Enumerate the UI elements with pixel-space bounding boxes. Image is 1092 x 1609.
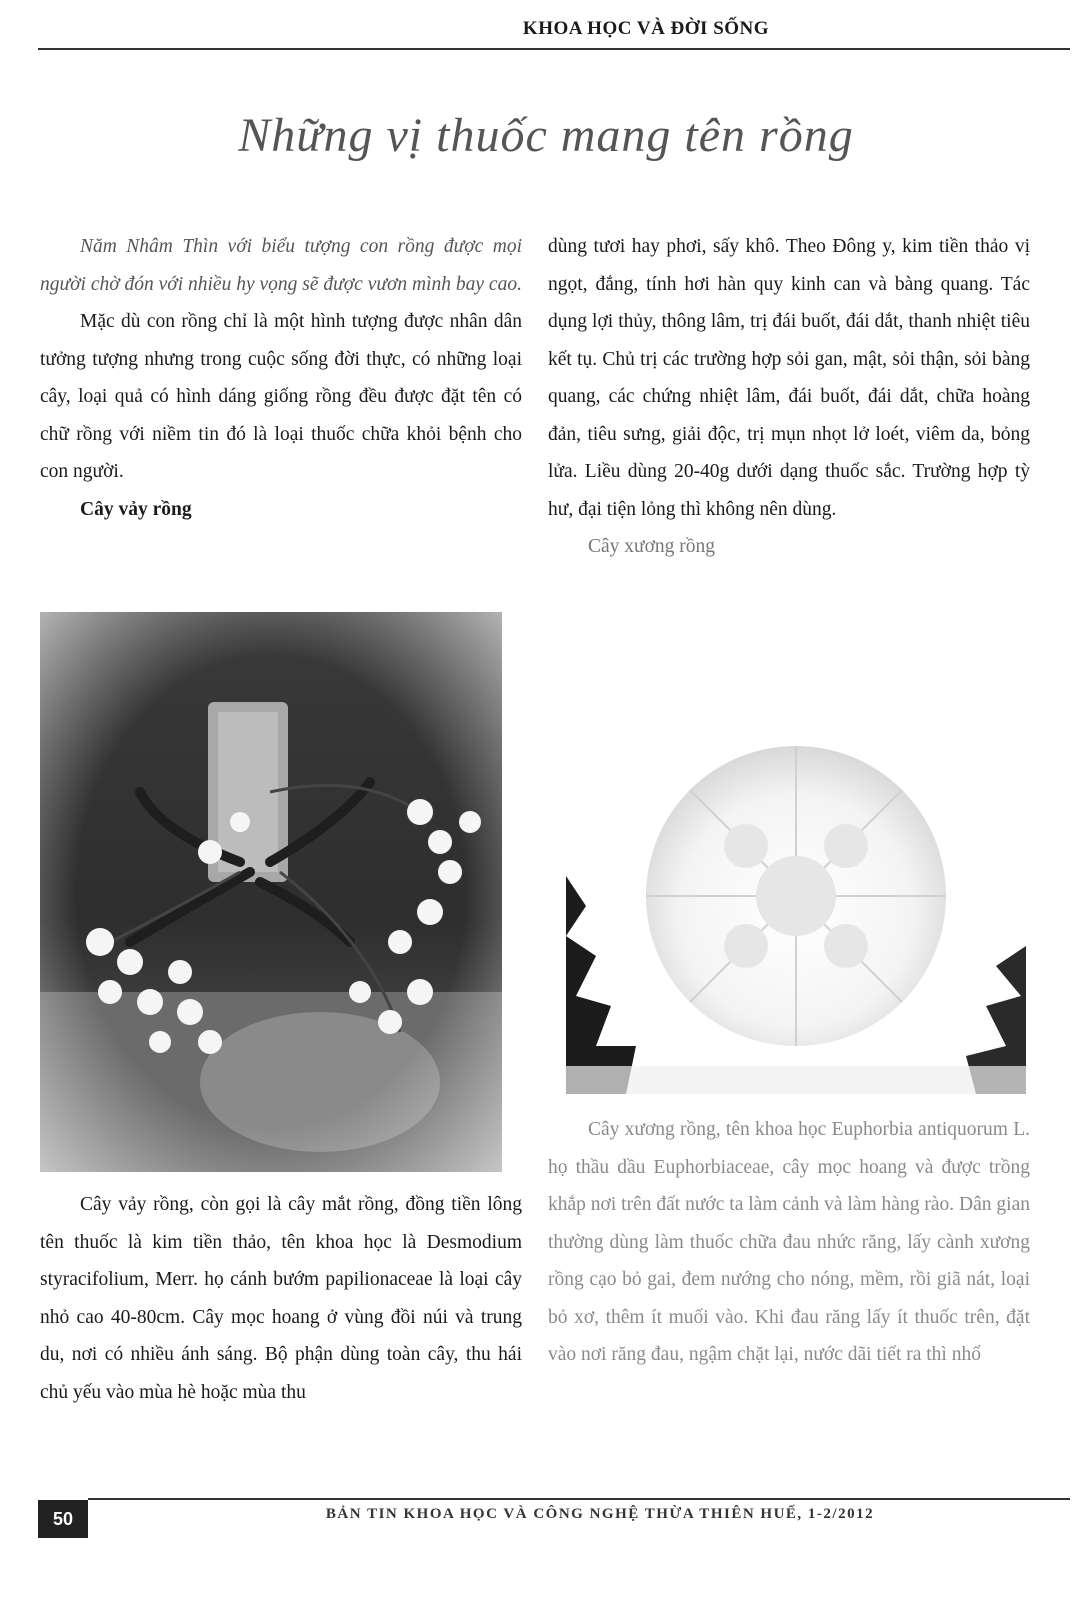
section-heading-xuong-rong: Cây xương rồng — [588, 536, 716, 557]
section-heading-vay-rong: Cây vảy rồng — [80, 498, 192, 520]
article-title: Những vị thuốc mang tên rồng — [238, 109, 854, 162]
left-column-top — [40, 228, 522, 528]
header-divider — [38, 48, 1070, 50]
section1-body: Cây vảy rồng, còn gọi là cây mắt rồng, đồng tiền lông tên thuốc là kim tiền thảo, tên khoa học là Desmodium styracifolium, Merr. họ cánh bướm papilionaceae là loại cây nhỏ cao 40-80cm. Cây mọc hoang ở vùng đồi núi và trung du, nơi có nhiều ánh sáng. Bộ phận dùng toàn cây, thu hái chủ yếu vào mùa hè hoặc mùa thu — [40, 1194, 522, 1403]
right-column-paragraph: dùng tươi hay phơi, sấy khô. Theo Đông y, kim tiền thảo vị ngọt, đắng, tính hơi hàn quy kinh can và bàng quang. Tác dụng lợi thủy, thông lâm, trị đái buốt, đái dắt, thanh nhiệt tiêu kết tụ. Chủ trị các trường hợp sỏi gan, mật, sỏi thận, sỏi bàng quang, các chứng nhiệt lâm, đái buốt, đái dắt, chữa hoàng đản, tiêu sưng, giải độc, trị mụn nhọt lở loét, viêm da, bỏng lửa. Liều dùng 20-40g dưới dạng thuốc sắc. Trường hợp tỳ hư, đại tiện lỏng thì không nên dùng. — [548, 236, 1030, 520]
page-number: 50 — [38, 1500, 88, 1538]
photo-cay-xuong-rong — [566, 706, 1026, 1094]
section2-body-faded: Cây xương rồng, tên khoa học Euphorbia antiquorum L. họ thầu dầu Euphorbiaceae, cây mọc hoang và được trồng khắp nơi trên đất nước ta làm cảnh và làm hàng rào. Dân gian thường dùng làm thuốc chữa đau nhức răng, lấy cành xương rồng cạo bỏ gai, đem nướng cho nóng, mềm, rồi giã nát, loại bỏ xơ, thêm ít muối vào. Khi đau răng lấy ít thuốc trên, đặt vào nơi răng đau, ngậm chặt lại, nước dãi tiết ra thì nhổ — [548, 1119, 1030, 1365]
footer-divider — [88, 1498, 1070, 1500]
intro-paragraph: Mặc dù con rồng chỉ là một hình tượng được nhân dân tưởng tượng nhưng trong cuộc sống đời thực, có những loại cây, loại quả có hình dáng giống rồng đều được đặt tên có chữ rồng với niềm tin đó là loại thuốc chữa khỏi bệnh cho con người. — [40, 311, 522, 482]
lead-paragraph: Năm Nhâm Thìn với biểu tượng con rồng được mọi người chờ đón với nhiều hy vọng sẽ được vươn mình bay cao. — [40, 236, 522, 295]
right-column-bottom — [548, 1111, 1030, 1374]
photo-cay-vay-rong — [40, 612, 502, 1172]
right-column-top — [548, 228, 1030, 566]
publication-footer: BẢN TIN KHOA HỌC VÀ CÔNG NGHỆ THỪA THIÊN HUẾ, 1-2/2012 — [325, 1506, 875, 1522]
section2-body — [548, 1111, 1030, 1374]
left-column-bottom — [40, 1186, 522, 1411]
section-header: KHOA HỌC VÀ ĐỜI SỐNG — [522, 18, 770, 39]
